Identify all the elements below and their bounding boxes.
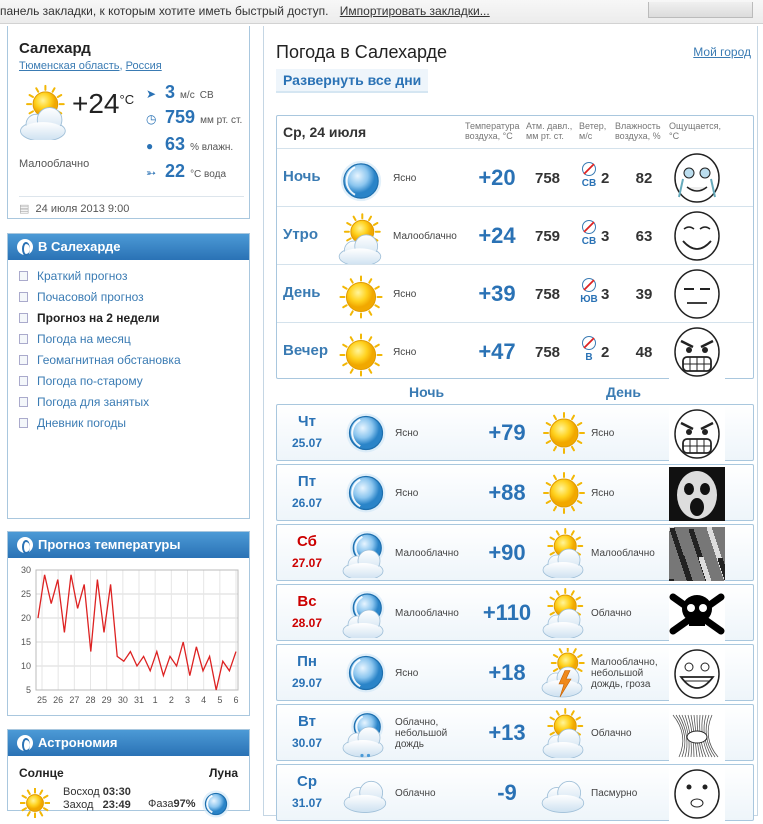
day-date: 26.07 (291, 496, 323, 510)
feels-like-face-icon (669, 647, 725, 704)
day-column-header: День (606, 384, 641, 400)
night-condition: Ясно (395, 427, 419, 439)
day-temperature: +18 (488, 660, 526, 685)
fish-icon: ➳ (146, 166, 157, 180)
current-weather-panel (7, 26, 250, 219)
gauge-icon: ◷ (146, 112, 157, 126)
period-row (277, 264, 753, 322)
sun-cloud-icon (539, 528, 589, 581)
period-pressure: 758 (535, 170, 561, 187)
period-name: День (283, 284, 321, 301)
chart-x-tick: 28 (85, 695, 96, 705)
forecast-day-row[interactable] (276, 764, 754, 821)
period-wind: 2 (601, 344, 610, 361)
period-condition: Ясно (393, 289, 417, 300)
col-humidity-header: Влажность воздуха, % (615, 121, 661, 141)
moon-icon (341, 648, 391, 701)
menu-item: Прогноз на 2 недели (19, 308, 249, 329)
menu-item[interactable]: Дневник погоды (19, 413, 249, 434)
day-condition: Малооблачно (591, 547, 655, 559)
moon-icon (341, 408, 391, 461)
col-feels-header: Ощущается, °С (669, 121, 722, 141)
import-bookmarks-link[interactable]: Импортировать закладки... (339, 4, 490, 18)
night-condition: Малооблачно (395, 547, 459, 559)
period-pressure: 759 (535, 228, 561, 245)
period-humidity: 39 (635, 286, 653, 303)
period-temperature: +47 (478, 339, 516, 364)
moon-icon (341, 468, 391, 521)
forecast-day-row[interactable] (276, 584, 754, 641)
col-temp-header: Температура воздуха, °С (465, 121, 520, 141)
day-temperature: +110 (482, 600, 532, 625)
cloud-moon-icon (341, 588, 391, 641)
sun-cloud-icon (539, 588, 589, 641)
night-condition: Облачно (395, 787, 436, 799)
day-of-week: Вт (298, 713, 316, 730)
chart-y-tick: 5 (25, 685, 31, 695)
day-date: 31.07 (291, 796, 323, 810)
day-of-week: Чт (298, 413, 316, 430)
forecast-day-row[interactable] (276, 404, 754, 461)
sun-icon (20, 788, 50, 821)
cloud-icon (341, 768, 391, 821)
current-region: Тюменская область, Россия (19, 60, 162, 72)
period-name: Ночь (283, 168, 321, 185)
day-temperature: +79 (488, 420, 526, 445)
page-title: Погода в Салехарде (276, 42, 448, 62)
day-of-week: Сб (297, 533, 317, 550)
day-temperature: +88 (488, 480, 526, 505)
sun-icon (335, 329, 387, 384)
night-column-header: Ночь (409, 384, 445, 400)
sun-cloud-icon (539, 708, 589, 761)
night-condition: Облачно, небольшой дождь (395, 716, 448, 750)
astronomy-labels (19, 766, 238, 780)
wind-direction: ЮВ (580, 277, 598, 305)
day-date: 25.07 (291, 436, 323, 450)
sun-cloud-icon (335, 213, 387, 268)
current-wind: ➤ 3 м/с СВ (146, 82, 214, 102)
feels-like-face-icon (669, 467, 725, 524)
calendar-icon: ▤ (19, 203, 30, 215)
chart-x-tick: 25 (36, 695, 48, 705)
chart-frame (36, 570, 238, 690)
expand-all-days-button[interactable]: Развернуть все дни (276, 69, 428, 93)
feels-like-face-icon (669, 527, 725, 584)
sun-icon (539, 408, 589, 461)
period-pressure: 758 (535, 344, 561, 361)
wind-direction: СВ (580, 219, 598, 247)
sun-label: Солнце (19, 766, 64, 780)
chart-y-tick: 15 (20, 637, 31, 647)
feels-like-face-icon (669, 707, 725, 764)
current-temperature: $+24^{^\circ C}$ (72, 88, 135, 119)
day-temperature: +13 (488, 720, 526, 745)
night-condition: Малооблачно (395, 607, 459, 619)
period-condition: Ясно (393, 347, 417, 358)
storm-icon (539, 648, 589, 701)
chart-x-tick: 30 (117, 695, 128, 705)
menu-item[interactable]: Краткий прогноз (19, 266, 249, 287)
cloud-moon-icon (341, 528, 391, 581)
period-wind: 2 (601, 170, 610, 187)
menu-item[interactable]: Погода для занятых (19, 392, 249, 413)
feels-like-face-icon (669, 407, 725, 464)
current-pressure: ◷ 759 мм рт. ст. (146, 107, 243, 127)
current-weather-icon (16, 84, 72, 143)
astronomy-header: Астрономия (8, 730, 249, 756)
moon-icon (200, 788, 232, 823)
temperature-chart-header: Прогноз температуры (8, 532, 249, 558)
city-menu-list (8, 260, 249, 434)
chart-x-tick: 1 (152, 695, 158, 705)
current-city: Салехард (19, 40, 91, 57)
site-logo-icon (17, 537, 33, 553)
day-temperature: +90 (488, 540, 526, 565)
today-forecast (276, 115, 754, 379)
day-of-week: Вс (297, 593, 317, 610)
day-temperature: -9 (497, 780, 517, 805)
feels-like-face-icon (669, 267, 725, 324)
chart-temperature-line (38, 575, 236, 690)
night-condition: Ясно (395, 667, 419, 679)
period-temperature: +39 (478, 281, 516, 306)
day-condition: Пасмурно (591, 787, 638, 799)
forecast-day-row[interactable] (276, 644, 754, 701)
day-condition: Малооблачно, небольшой дождь, гроза (591, 656, 658, 690)
wind-direction: В (580, 335, 598, 363)
forecast-day-row[interactable] (276, 524, 754, 581)
period-pressure: 758 (535, 286, 561, 303)
bookmarks-bar-text: панель закладки, к которым хотите иметь быстрый доступ. (0, 4, 329, 18)
period-humidity: 82 (635, 170, 653, 187)
night-condition: Ясно (395, 487, 419, 499)
period-condition: Ясно (393, 173, 417, 184)
day-of-week: Ср (297, 773, 317, 790)
moon-icon (335, 155, 387, 210)
period-name: Утро (283, 226, 319, 243)
chart-x-tick: 2 (168, 695, 174, 705)
chart-x-tick: 3 (184, 695, 191, 705)
day-of-week: Пн (297, 653, 317, 670)
forecast-day-row[interactable] (276, 704, 754, 761)
period-wind: 3 (601, 286, 610, 303)
city-menu-panel (7, 233, 250, 519)
day-of-week: Пт (297, 473, 317, 490)
menu-item[interactable]: Погода на месяц (19, 329, 249, 350)
feels-like-face-icon (669, 325, 725, 382)
city-menu-header: В Салехарде (8, 234, 249, 260)
feels-like-face-icon (669, 767, 725, 824)
period-row (277, 322, 753, 380)
sun-icon (539, 468, 589, 521)
period-condition: Малооблачно (393, 231, 457, 242)
menu-item[interactable]: Почасовой прогноз (19, 287, 249, 308)
current-humidity: ● 63 % влажн. (146, 134, 234, 154)
site-logo-icon (17, 735, 33, 751)
menu-item[interactable]: Геомагнитная обстановка (19, 350, 249, 371)
feels-like-face-icon (669, 587, 725, 644)
my-city-link[interactable]: Мой город (693, 45, 751, 59)
chart-y-tick: 25 (20, 589, 31, 599)
period-name: Вечер (283, 342, 329, 359)
day-date: 27.07 (291, 556, 323, 570)
site-logo-icon (17, 239, 33, 255)
period-humidity: 63 (635, 228, 653, 245)
bookmarks-bar-close-button[interactable] (648, 2, 753, 18)
chart-x-tick: 5 (217, 695, 223, 705)
period-temperature: +24 (478, 223, 516, 248)
chart-x-tick: 27 (69, 695, 80, 705)
chart-x-tick: 26 (53, 695, 64, 705)
chart-x-tick: 29 (101, 695, 112, 705)
current-water-temp: ➳ 22 °С вода (146, 161, 226, 181)
chart-y-tick: 20 (20, 613, 31, 623)
forecast-day-row[interactable] (276, 464, 754, 521)
chart-y-tick: 10 (20, 661, 31, 671)
drop-icon: ● (146, 139, 154, 153)
sun-icon (335, 271, 387, 326)
rain-moon-icon (341, 708, 391, 761)
cloud-icon (539, 768, 589, 821)
day-condition: Ясно (591, 427, 615, 439)
moon-label: Луна (208, 766, 238, 780)
region-link[interactable]: Тюменская область (19, 60, 120, 72)
astronomy-panel (7, 729, 250, 811)
main-content (263, 26, 758, 816)
day-date: 29.07 (291, 676, 323, 690)
chart-y-tick: 30 (20, 565, 31, 575)
bookmarks-bar (0, 0, 763, 24)
today-heading: Ср, 24 июля (283, 124, 367, 140)
current-condition: Малооблачно (19, 158, 90, 170)
period-temperature: +20 (478, 165, 516, 190)
chart-x-tick: 31 (133, 695, 145, 705)
day-date: 30.07 (291, 736, 323, 750)
period-row (277, 148, 753, 206)
temperature-chart (8, 558, 249, 715)
period-humidity: 48 (635, 344, 653, 361)
country-link[interactable]: Россия (125, 60, 162, 72)
menu-item[interactable]: Погода по-старому (19, 371, 249, 392)
period-wind: 3 (601, 228, 610, 245)
moon-phase: Фаза97% (148, 798, 196, 810)
chart-x-tick: 4 (201, 695, 207, 705)
day-condition: Облачно (591, 727, 632, 739)
chart-x-tick: 6 (233, 695, 239, 705)
day-condition: Облачно (591, 607, 632, 619)
wind-direction: СВ (580, 161, 598, 189)
wind-arrow-icon: ➤ (146, 87, 157, 101)
col-pressure-header: Атм. давл., мм рт. ст. (526, 121, 573, 141)
period-row (277, 206, 753, 264)
temperature-chart-panel (7, 531, 250, 716)
day-date: 28.07 (291, 616, 323, 630)
feels-like-face-icon (669, 209, 725, 266)
feels-like-face-icon (669, 151, 725, 208)
day-condition: Ясно (591, 487, 615, 499)
updated-time: ▤ 24 июля 2013 9:00 (19, 196, 244, 215)
sun-times: Восход 03:30 Заход 23:49 (63, 786, 131, 811)
col-wind-header: Ветер, м/с (579, 121, 607, 141)
